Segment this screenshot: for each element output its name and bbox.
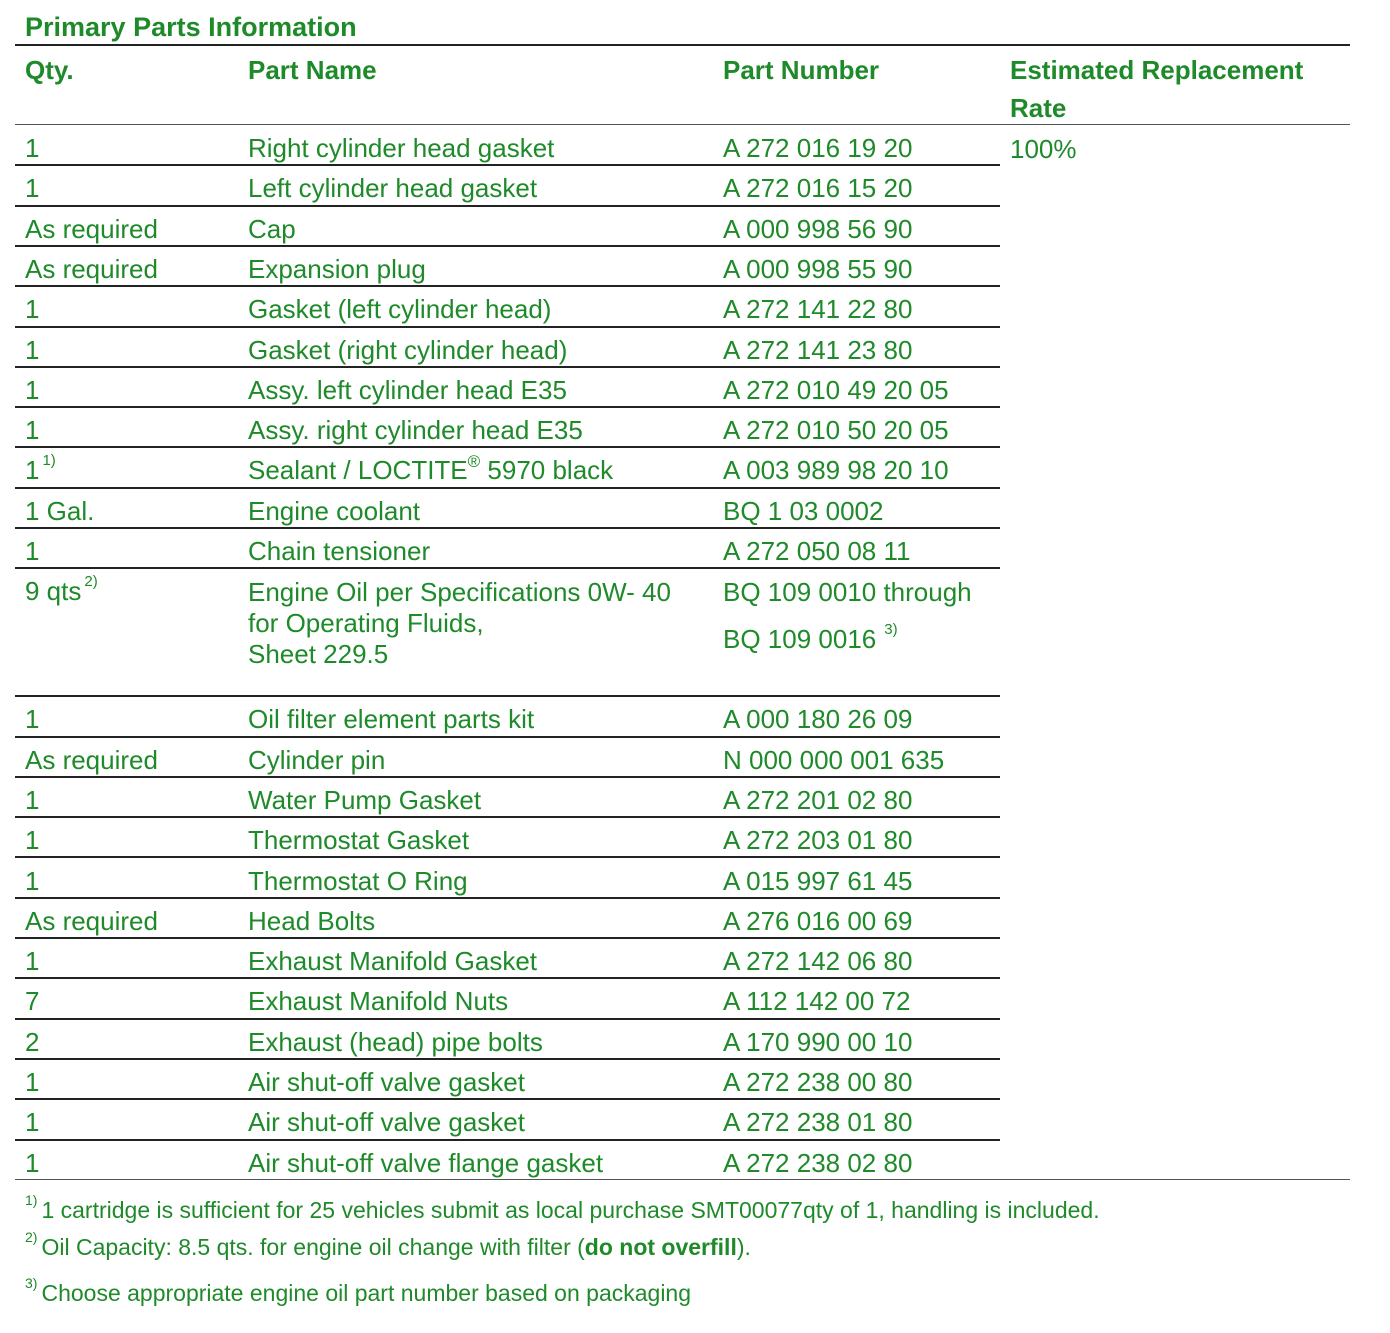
- qty-cell: 1: [25, 1147, 40, 1178]
- registered-mark: ®: [467, 452, 481, 472]
- part-number-cell: BQ 1 03 0002: [723, 495, 884, 526]
- part-name-line: for Operating Fluids,: [248, 608, 484, 639]
- title-rule: [15, 44, 1350, 46]
- part-name-cell: Thermostat O Ring: [248, 865, 468, 896]
- part-number-cell: A 276 016 00 69: [723, 905, 913, 936]
- qty-cell: 1 Gal.: [25, 495, 95, 526]
- qty-cell: 1: [25, 1067, 40, 1097]
- part-name-cell: Water Pump Gasket: [248, 784, 482, 815]
- qty-cell: As required: [25, 744, 158, 775]
- footnote-text: 1 cartridge is sufficient for 25 vehicles submit as local purchase SMT00077qty of 1, handling is included.: [41, 1197, 1100, 1223]
- row-rule: [15, 1098, 1000, 1100]
- row-rule: [15, 366, 1000, 368]
- qty-cell: 1: [25, 704, 40, 735]
- part-number-cell: A 272 010 49 20 05: [723, 374, 949, 405]
- part-name-cell: Air shut-off valve gasket: [248, 1067, 525, 1097]
- qty-cell: 1 $^{1)}$: [25, 452, 56, 486]
- part-name-cell: Air shut-off valve gasket: [248, 1107, 525, 1138]
- part-number-cell: BQ 109 0016 $^{3)}$: [723, 621, 898, 655]
- row-rule: [15, 245, 1000, 247]
- footnote-ref: 2): [84, 573, 98, 591]
- qty-cell: 1: [25, 294, 40, 325]
- footnote-item: [25, 1229, 751, 1261]
- part-number-cell: BQ 109 0010 through: [723, 577, 972, 608]
- part-number-cell: A 003 989 98 20 10: [723, 455, 949, 486]
- part-number-cell: A 000 998 55 90: [723, 253, 913, 284]
- qty-cell: 1: [25, 536, 40, 566]
- qty-cell: 1: [25, 173, 40, 204]
- footnote-ref: 1): [42, 452, 56, 470]
- row-rule: [15, 567, 1000, 569]
- header-part-number: Part Number: [723, 55, 880, 85]
- part-name-tail: 5970 black: [480, 455, 614, 486]
- part-name-line: Sheet 229.5: [248, 639, 389, 670]
- part-number-cell: A 272 203 01 80: [723, 825, 913, 856]
- qty-cell: 2: [25, 1026, 40, 1057]
- row-rule: [15, 446, 1000, 448]
- footnote-ref: 3): [884, 621, 898, 639]
- header-qty: Qty.: [25, 55, 74, 85]
- row-rule: [15, 695, 1000, 697]
- part-name-cell: Cap: [248, 213, 296, 244]
- row-rule: [15, 776, 1000, 778]
- row-rule: [15, 1139, 1000, 1141]
- qty-cell: 1: [25, 946, 40, 977]
- row-rule: [15, 977, 1000, 979]
- qty-cell: 1: [25, 415, 40, 446]
- qty-cell: 1: [25, 374, 40, 405]
- row-rule: [15, 1058, 1000, 1060]
- part-number-cell: A 000 998 56 90: [723, 213, 913, 244]
- row-rule: [15, 897, 1000, 899]
- footnote-text: Oil Capacity: 8.5 qts. for engine oil change with filter (: [41, 1234, 585, 1260]
- qty-cell: 9 qts $^{2)}$: [25, 573, 98, 607]
- row-rule: [15, 406, 1000, 408]
- row-rule: [15, 205, 1000, 207]
- part-name-cell: Left cylinder head gasket: [248, 173, 538, 204]
- part-name-cell: Thermostat Gasket: [248, 825, 470, 856]
- part-number-cell: A 272 141 22 80: [723, 294, 913, 325]
- part-number-cell: A 272 141 23 80: [723, 334, 913, 365]
- header-part-name: Part Name: [248, 55, 377, 85]
- row-rule: [15, 1018, 1000, 1020]
- qty-cell: 1: [25, 334, 40, 365]
- row-rule: [15, 816, 1000, 818]
- part-name-cell: Cylinder pin: [248, 744, 386, 775]
- part-number-cell: A 272 238 02 80: [723, 1147, 913, 1178]
- footnote-mark: 1): [25, 1192, 38, 1208]
- footnote-tail: ).: [736, 1234, 751, 1260]
- part-name-cell: Gasket (right cylinder head): [248, 334, 568, 365]
- part-name-cell: Engine coolant: [248, 495, 421, 526]
- part-name-cell: Gasket (left cylinder head): [248, 294, 552, 325]
- part-number-cell: A 272 238 00 80: [723, 1067, 913, 1097]
- part-name-cell: Sealant / LOCTITE® 5970 black: [248, 452, 614, 486]
- header-rate-line2: Rate: [1010, 93, 1067, 123]
- part-name-cell: Head Bolts: [248, 905, 376, 936]
- part-number-cell: N 000 000 001 635: [723, 744, 945, 775]
- part-number-cell: A 170 990 00 10: [723, 1026, 913, 1057]
- qty-cell: 1: [25, 865, 40, 896]
- part-number-cell: A 000 180 26 09: [723, 704, 913, 735]
- header-rate-line1: Estimated Replacement: [1010, 55, 1304, 85]
- part-name-cell: Oil filter element parts kit: [248, 704, 535, 735]
- part-number-cell: A 272 201 02 80: [723, 784, 913, 815]
- qty-cell: 1: [25, 1107, 40, 1138]
- part-name-cell: [248, 577, 708, 670]
- footnote-item: [25, 1192, 1100, 1224]
- qty-cell: As required: [25, 213, 158, 244]
- qty-cell: As required: [25, 905, 158, 936]
- footnote-text: Choose appropriate engine oil part number based on packaging: [41, 1280, 692, 1306]
- part-name-line: Engine Oil per Specifications 0W- 40: [248, 577, 671, 608]
- part-name-cell: Exhaust Manifold Nuts: [248, 986, 509, 1017]
- row-rule: [15, 285, 1000, 287]
- row-rule: [15, 164, 1000, 166]
- footnote-item: [25, 1275, 692, 1307]
- part-number-cell: A 015 997 61 45: [723, 865, 913, 896]
- part-name-cell: Assy. left cylinder head E35: [248, 374, 567, 405]
- part-name-cell: Exhaust (head) pipe bolts: [248, 1026, 543, 1057]
- row-rule: [15, 487, 1000, 489]
- rate-value: 100%: [1010, 134, 1077, 164]
- row-rule: [15, 856, 1000, 858]
- qty-cell: 1: [25, 784, 40, 815]
- qty-cell: 7: [25, 986, 40, 1017]
- footnote-mark: 2): [25, 1229, 38, 1245]
- part-name-cell: Right cylinder head gasket: [248, 133, 555, 163]
- row-rule: [15, 326, 1000, 328]
- qty-cell: 1: [25, 133, 40, 163]
- part-number-cell: A 112 142 00 72: [723, 986, 911, 1017]
- qty-cell: As required: [25, 253, 158, 284]
- table-bottom-rule: [15, 1179, 1350, 1180]
- footnote-emphasis: do not overfill: [584, 1234, 737, 1260]
- qty-cell: 1: [25, 825, 40, 856]
- part-name-cell: Exhaust Manifold Gasket: [248, 946, 538, 977]
- part-name-cell: Chain tensioner: [248, 536, 431, 566]
- page-title: Primary Parts Information: [25, 12, 357, 42]
- part-number-cell: A 272 016 19 20: [723, 133, 913, 163]
- part-number-cell: A 272 016 15 20: [723, 173, 913, 204]
- part-number-cell: A 272 050 08 11: [723, 536, 911, 566]
- row-rule: [15, 527, 1000, 529]
- part-name-cell: Assy. right cylinder head E35: [248, 415, 583, 446]
- footnote-mark: 3): [25, 1275, 38, 1291]
- header-rule: [15, 124, 1350, 125]
- part-name-cell: Expansion plug: [248, 253, 426, 284]
- part-number-cell: A 272 010 50 20 05: [723, 415, 949, 446]
- row-rule: [15, 736, 1000, 738]
- part-number-cell: A 272 142 06 80: [723, 946, 913, 977]
- part-number-cell: A 272 238 01 80: [723, 1107, 913, 1138]
- part-name-cell: Air shut-off valve flange gasket: [248, 1147, 604, 1178]
- row-rule: [15, 937, 1000, 939]
